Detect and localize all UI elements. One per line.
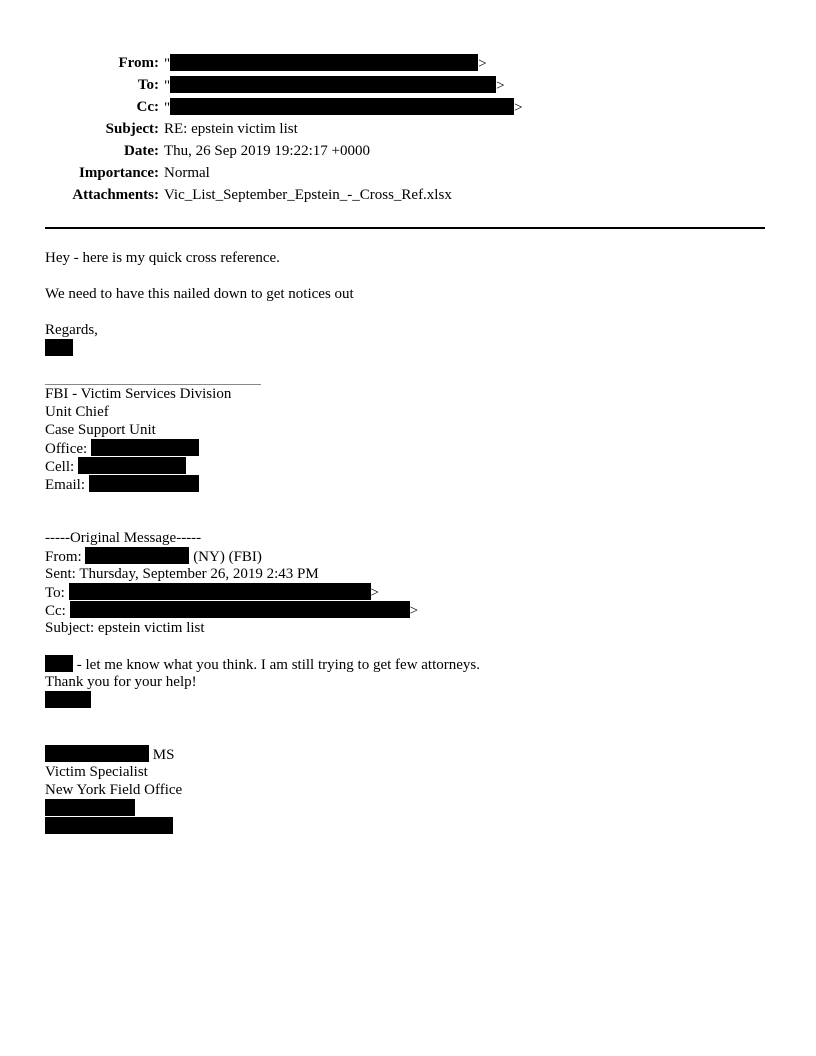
original-body-line-1 <box>45 655 765 673</box>
header-date-value: Thu, 26 Sep 2019 19:22:17 +0000 <box>164 143 370 159</box>
header-subject-row <box>0 118 816 140</box>
header-from-value <box>164 54 487 73</box>
header-cc-label: Cc: <box>136 99 159 115</box>
redaction-block <box>69 583 371 600</box>
redaction-block <box>45 799 135 816</box>
original-sig-title: Victim Specialist <box>45 764 148 780</box>
redaction-block <box>45 655 73 672</box>
sig-unit: Case Support Unit <box>45 422 156 438</box>
cc-suffix: > <box>514 100 523 116</box>
original-sig-suffix: MS <box>152 747 175 763</box>
original-from-suffix: (NY) (FBI) <box>193 549 262 565</box>
original-cc-label: Cc: <box>45 603 66 619</box>
header-date-row <box>0 140 816 162</box>
original-cc-line <box>45 601 765 619</box>
original-sig-redacted-2 <box>45 817 765 835</box>
redaction-block <box>78 457 186 474</box>
original-body-text-1: - let me know what you think. I am still trying to get few attorneys. <box>73 657 481 673</box>
from-suffix: > <box>478 56 487 72</box>
original-from-line <box>45 547 765 565</box>
original-sig-redacted-1 <box>45 799 765 817</box>
header-to-label: To: <box>137 77 159 93</box>
header-importance-label: Importance: <box>79 165 159 181</box>
redaction-block <box>45 691 91 708</box>
header-to-value <box>164 76 505 95</box>
sig-division: FBI - Victim Services Division <box>45 386 232 402</box>
from-prefix: " <box>164 56 171 72</box>
email-header <box>0 52 816 206</box>
header-from-label: From: <box>118 55 159 71</box>
original-sender-name-line <box>45 691 765 709</box>
header-divider <box>45 227 765 229</box>
sender-name-line <box>45 339 765 357</box>
redaction-block <box>89 475 199 492</box>
message-regards: Regards, <box>45 322 98 338</box>
cc-prefix: " <box>164 100 171 116</box>
sig-cell-line <box>45 457 765 475</box>
message-line-1: Hey - here is my quick cross reference. <box>45 250 280 266</box>
original-body-line-2: Thank you for your help! <box>45 674 197 690</box>
redaction-block <box>170 54 478 71</box>
original-to-suffix: > <box>370 585 380 601</box>
header-date-label: Date: <box>124 143 159 159</box>
to-prefix: " <box>164 78 171 94</box>
header-subject-value: RE: epstein victim list <box>164 121 298 137</box>
redaction-block <box>91 439 199 456</box>
email-body <box>45 249 765 835</box>
sig-office-label: Office: <box>45 441 88 457</box>
original-to-label: To: <box>45 585 65 601</box>
original-subject-line: Subject: epstein victim list <box>45 620 205 636</box>
header-from-row <box>0 52 816 74</box>
original-cc-suffix: > <box>409 603 419 619</box>
original-from-label: From: <box>45 549 82 565</box>
redaction-block <box>45 745 149 762</box>
original-divider: -----Original Message----- <box>45 530 202 546</box>
header-cc-value <box>164 98 523 117</box>
header-importance-value: Normal <box>164 165 210 181</box>
header-importance-row <box>0 162 816 184</box>
sig-cell-label: Cell: <box>45 459 75 475</box>
original-sig-name-line <box>45 745 765 763</box>
redaction-block <box>170 76 496 93</box>
redaction-block <box>70 601 410 618</box>
original-sent-line: Sent: Thursday, September 26, 2019 2:43 PM <box>45 566 319 582</box>
sig-office-line <box>45 439 765 457</box>
to-suffix: > <box>496 78 505 94</box>
original-sig-office: New York Field Office <box>45 782 183 798</box>
header-subject-label: Subject: <box>105 121 159 137</box>
redaction-block <box>45 339 73 356</box>
original-to-line <box>45 583 765 601</box>
redaction-block <box>45 817 173 834</box>
sig-title: Unit Chief <box>45 404 109 420</box>
header-attachments-row <box>0 184 816 206</box>
header-cc-row <box>0 96 816 118</box>
redaction-block <box>170 98 514 115</box>
sig-email-line <box>45 475 765 493</box>
message-line-2: We need to have this nailed down to get notices out <box>45 286 354 302</box>
header-attachments-value: Vic_List_September_Epstein_-_Cross_Ref.xlsx <box>164 187 452 203</box>
redaction-block <box>85 547 189 564</box>
header-attachments-label: Attachments: <box>72 187 159 203</box>
header-to-row <box>0 74 816 96</box>
sig-email-label: Email: <box>45 477 85 493</box>
